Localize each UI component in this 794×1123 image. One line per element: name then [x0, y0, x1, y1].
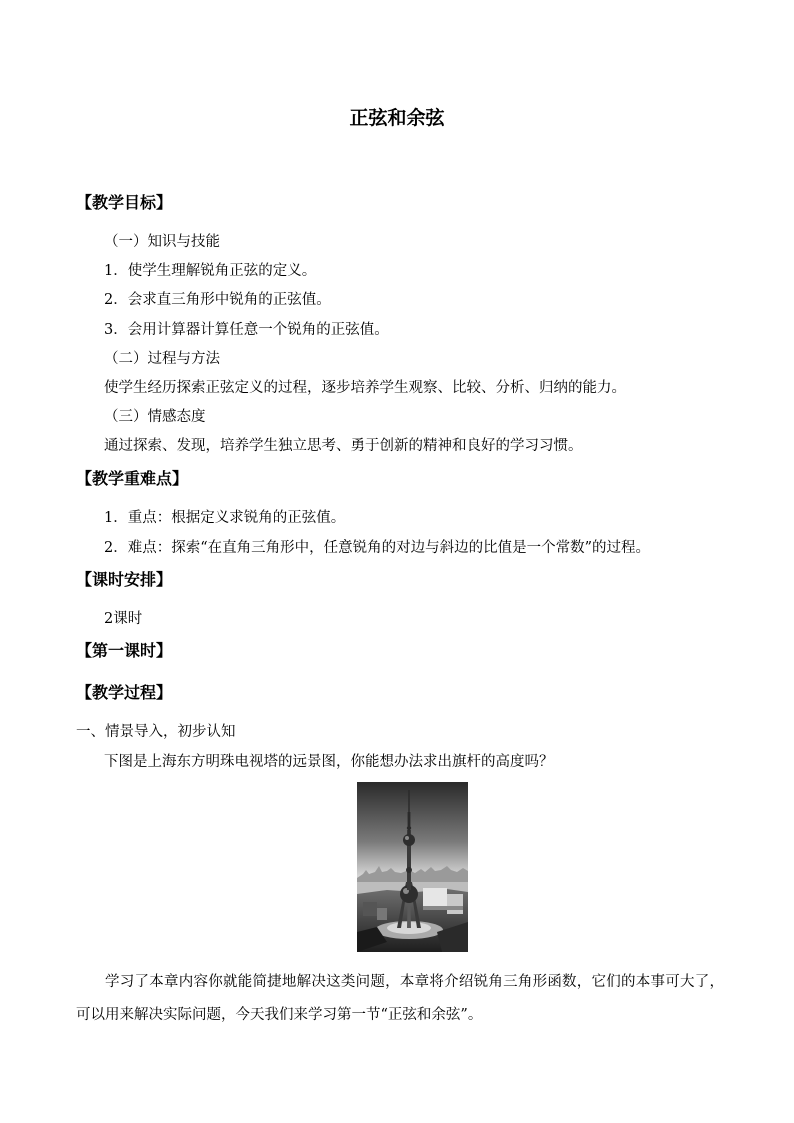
page-title: 正弦和余弦: [349, 107, 445, 129]
objectives-sub-knowledge: （一）知识与技能: [104, 234, 220, 250]
objectives-item-1: 1．使学生理解锐角正弦的定义。: [104, 263, 317, 279]
objectives-sub-process: （二）过程与方法: [104, 351, 220, 367]
objectives-attitude-text: 通过探索、发现，培养学生独立思考、勇于创新的精神和良好的学习习惯。: [104, 438, 583, 454]
process-heading: 【教学过程】: [76, 683, 173, 702]
objectives-process-text: 使学生经历探索正弦定义的过程，逐步培养学生观察、比较、分析、归纳的能力。: [104, 380, 626, 396]
first-lesson-heading: 【第一课时】: [76, 641, 173, 660]
objectives-item-3: 3．会用计算器计算任意一个锐角的正弦值。: [104, 322, 389, 338]
key-point-item-2: 2．难点：探索“在直角三角形中，任意锐角的对边与斜边的比值是一个常数”的过程。: [104, 540, 651, 556]
schedule-heading: 【课时安排】: [76, 570, 173, 589]
key-points-heading: 【教学重难点】: [76, 469, 189, 488]
process-intro: 下图是上海东方明珠电视塔的远景图，你能想办法求出旗杆的高度吗？: [104, 754, 554, 770]
tower-photo: [357, 782, 468, 952]
key-point-item-1: 1．重点：根据定义求锐角的正弦值。: [104, 510, 346, 526]
objectives-item-2: 2．会求直三角形中锐角的正弦值。: [104, 292, 331, 308]
schedule-text: 2课时: [104, 611, 143, 627]
objectives-heading: 【教学目标】: [76, 193, 173, 212]
objectives-sub-attitude: （三）情感态度: [104, 409, 206, 425]
process-closing-paragraph: 学习了本章内容你就能简捷地解决这类问题，本章将介绍锐角三角形函数，它们的本事可大了，可以用来解决实际问题，今天我们来学习第一节“正弦和余弦”。: [76, 974, 724, 1023]
process-step-1: 一、情景导入，初步认知: [76, 724, 236, 740]
